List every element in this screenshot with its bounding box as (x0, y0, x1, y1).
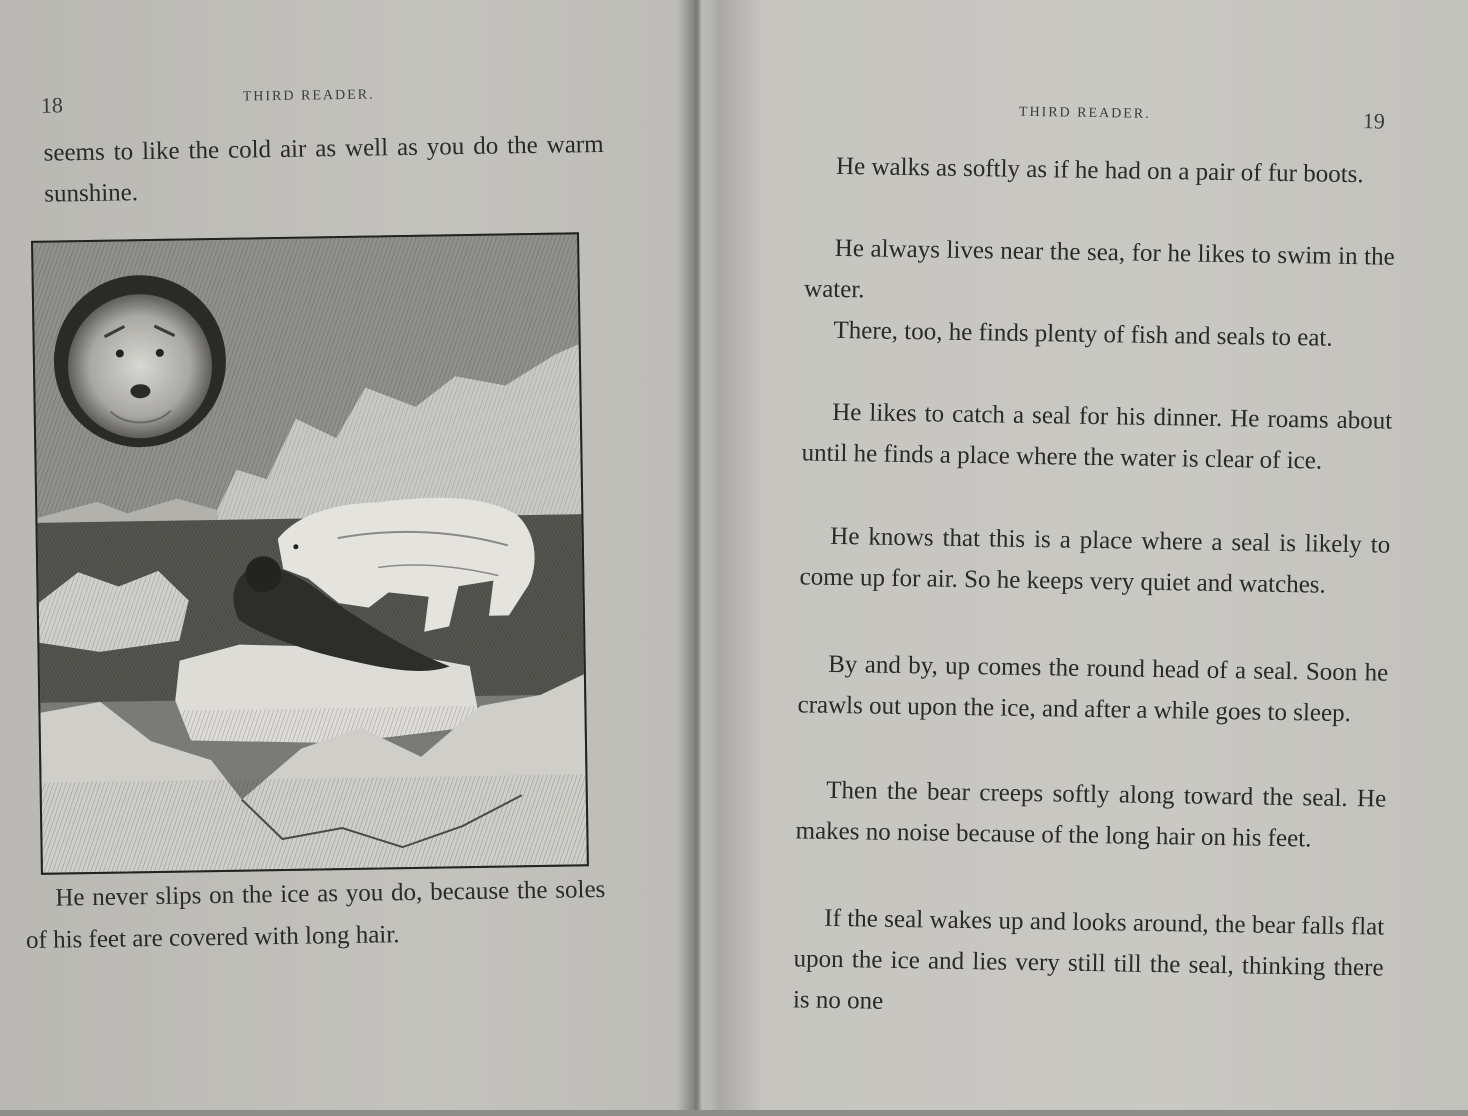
paragraph: If the seal wakes up and looks around, the bear falls flat upon the ice and lies very still till the seal, thinking there is no one (792, 904, 1385, 1015)
paragraph: He always lives near the sea, for he likes to swim in the water. (803, 234, 1395, 304)
page-number-right: 19 (1362, 108, 1386, 134)
polar-bear-illustration (31, 232, 589, 875)
left-page-bottom-text: He never slips on the ice as you do, because the soles of his feet are covered with long hair. (25, 875, 606, 955)
paragraph: He walks as softly as if he had on a pair of fur boots. (835, 152, 1364, 189)
left-page (0, 0, 699, 1115)
left-page-top-text: seems to like the cold air as well as you do the warm sunshine. (43, 130, 604, 208)
running-head-right: THIRD READER. (1018, 104, 1151, 122)
paragraph: He knows that this is a place where a seal is likely to come up for air. So he keeps very quiet and watches. (799, 522, 1391, 599)
paragraph: There, too, he finds plenty of fish and seals to eat. (833, 316, 1333, 352)
right-page (711, 0, 1468, 1116)
paragraph: Then the bear creeps softly along toward the seal. He makes no noise because of the long hair on his feet. (795, 776, 1387, 853)
running-head-left: THIRD READER. (242, 87, 375, 105)
paragraph: He likes to catch a seal for his dinner. He roams about until he finds a place where the water is clear of ice. (801, 398, 1393, 475)
paragraph: By and by, up comes the round head of a seal. Soon he crawls out upon the ice, and after a while goes to sleep. (797, 650, 1389, 728)
page-number-left: 18 (40, 92, 64, 118)
engraving-image (33, 234, 587, 872)
